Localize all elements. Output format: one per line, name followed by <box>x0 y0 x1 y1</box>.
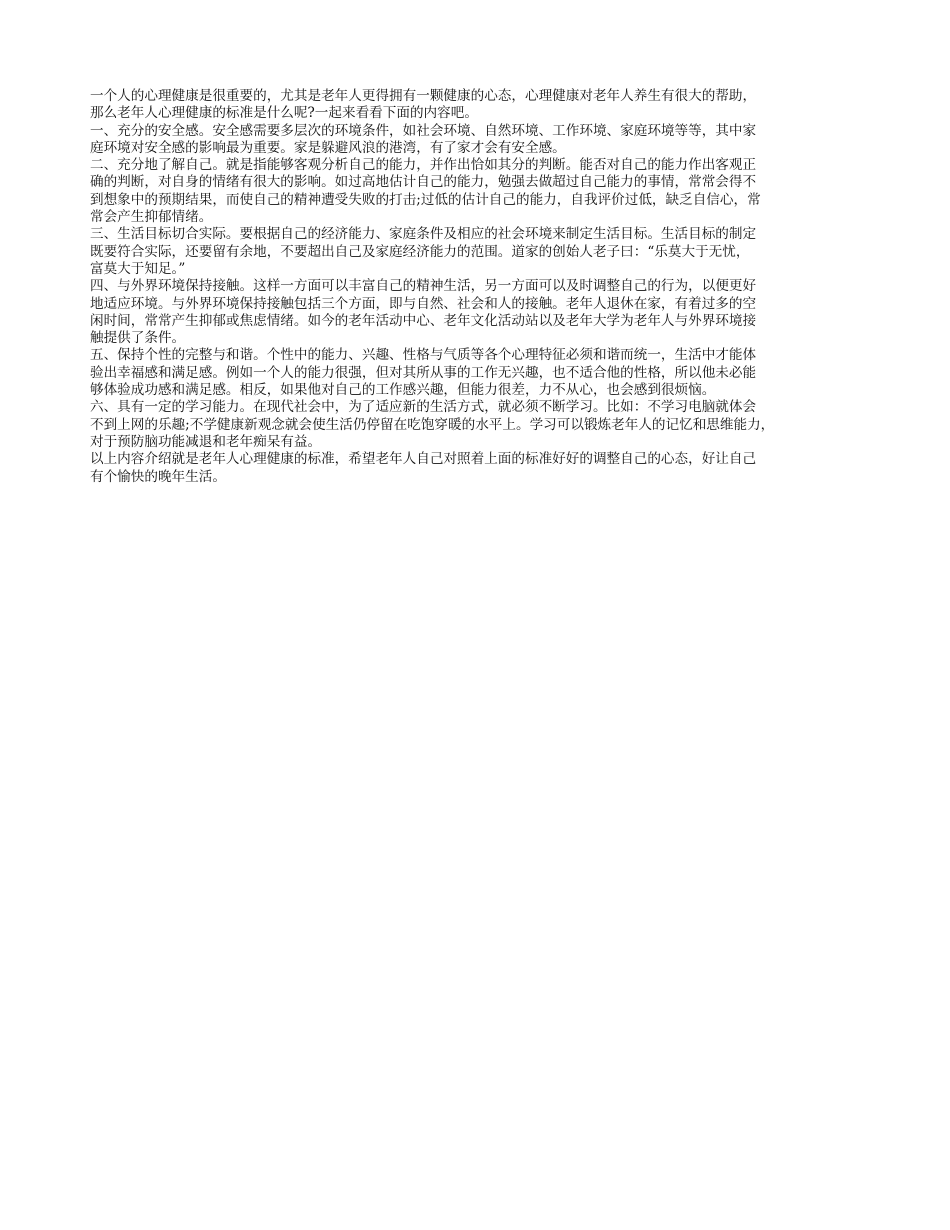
paragraph-security: 一、充分的安全感。安全感需要多层次的环境条件，如社会环境、自然环境、工作环境、家庭环境等等，其中家 庭环境对安全感的影响最为重要。家是躲避风浪的港湾，有了家才会有安全感。 <box>90 122 757 156</box>
conclusion-paragraph: 以上内容介绍就是老年人心理健康的标准，希望老年人自己对照着上面的标准好好的调整自己的心态，好让自己 有个愉快的晚年生活。 <box>90 451 757 485</box>
paragraph-realistic-goals: 三、生活目标切合实际。要根据自己的经济能力、家庭条件及相应的社会环境来制定生活目标。生活目标的制定 既要符合实际，还要留有余地，不要超出自己及家庭经济能力的范围。道家的创始人老子曰：“乐莫大于无忧， 富莫大于知足。” <box>90 226 757 277</box>
paragraph-personality-harmony: 五、保持个性的完整与和谐。个性中的能力、兴趣、性格与气质等各个心理特征必须和谐而统一，生活中才能体 验出幸福感和满足感。例如一个人的能力很强，但对其所从事的工作无兴趣，也不适合他的性格，所以他未必能 够体验成功感和满足感。相反，如果他对自己的工作感兴趣，但能力很差，力不从心，也会感到很烦恼。 <box>90 347 757 399</box>
article-body <box>90 88 870 486</box>
paragraph-environment-contact: 四、与外界环境保持接触。这样一方面可以丰富自己的精神生活，另一方面可以及时调整自己的行为，以便更好 地适应环境。与外界环境保持接触包括三个方面，即与自然、社会和人的接触。老年人退休在家，有着过多的空 闲时间，常常产生抑郁或焦虑情绪。如今的老年活动中心、老年文化活动站以及老年大学为老年人与外界环境接 触提供了条件。 <box>90 278 757 347</box>
paragraph-self-knowledge: 二、充分地了解自己。就是指能够客观分析自己的能力，并作出恰如其分的判断。能否对自己的能力作出客观正 确的判断，对自身的情绪有很大的影响。如过高地估计自己的能力，勉强去做超过自己能力的事情，常常会得不 到想象中的预期结果，而使自己的精神遭受失败的打击;过低的估计自己的能力，自我评价过低，缺乏自信心，常 常会产生抑郁情绪。 <box>90 157 761 226</box>
paragraph-learning-ability: 六、具有一定的学习能力。在现代社会中，为了适应新的生活方式，就必须不断学习。比如：不学习电脑就体会 不到上网的乐趣;不学健康新观念就会使生活仍停留在吃饱穿暖的水平上。学习可以锻炼老年人的记忆和思维能力， 对于预防脑功能减退和老年痴呆有益。 <box>90 399 775 450</box>
intro-paragraph: 一个人的心理健康是很重要的，尤其是老年人更得拥有一颗健康的心态，心理健康对老年人养生有很大的帮助， 那么老年人心理健康的标准是什么呢?一起来看看下面的内容吧。 <box>90 88 757 122</box>
